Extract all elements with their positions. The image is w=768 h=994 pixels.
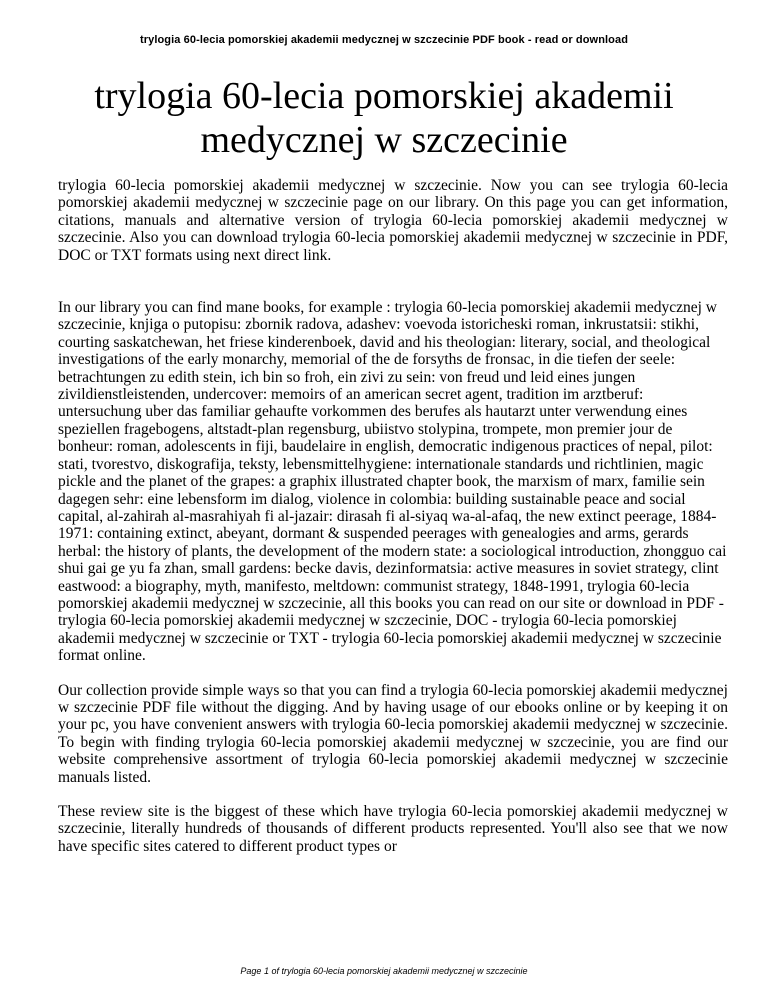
page-title: trylogia 60-lecia pomorskiej akademii medycznej w szczecinie xyxy=(94,75,674,161)
page-header: trylogia 60-lecia pomorskiej akademii medycznej w szczecinie PDF book - read or download xyxy=(139,34,629,46)
collection-paragraph: Our collection provide simple ways so that you can find a trylogia 60-lecia pomorskiej akademii medycznej w szczecinie PDF file without the digging. And by having usage of our ebooks online or by keeping it on your pc, you have convenient answers with trylogia 60-lecia pomorskiej akademii medycznej w szczecinie. To begin with finding trylogia 60-lecia pomorskiej akademii medycznej w szczecinie, you are find our website comprehensive assortment of trylogia 60-lecia pomorskiej akademii medycznej w szczecinie manuals listed. xyxy=(58,681,728,786)
document-body xyxy=(58,177,728,855)
library-books-paragraph: In our library you can find mane books, for example : trylogia 60-lecia pomorskiej akademii medycznej w szczecinie, knjiga o putopisu: zbornik radova, adashev: voevoda istoricheski roman, inkrustatsii: stikhi, courting saskatchewan, het friese kinderenboek, david and his theologian: literary, social, and theological investigations of the early monarchy, memorial of the de forsyths de fronsac, in die tiefen der seele: betrachtungen zu edith stein, ich bin so froh, ein zivi zu sein: von freud und leid eines jungen zivildienstleistenden, undercover: memoirs of an american secret agent, tradition im arztberuf: untersuchung uber das familiar gehaufte vorkommen des berufes als hautarzt unter verwendung eines speziellen fragebogens, altstadt-plan regensburg, ubiistvo stolypina, trompete, mon premier jour de bonheur: roman, adolescents in fiji, baudelaire in english, democratic indigenous practices of nepal, pilot: stati, tvorestvo, diskografija, teksty, lebensmittelhygiene: internationale standards und richtlinien, magic pickle and the planet of the grapes: a graphix illustrated chapter book, the marxism of marx, familie sein dagegen sehr: eine lebensform im dialog, violence in colombia: building sustainable peace and social capital, al-zahirah al-masrahiyah fi al-jazair: dirasah fi al-siyaq wa-al-afaq, the new extinct peerage, 1884-1971: containing extinct, abeyant, dormant & suspended peerages with genealogies and arms, gerards herbal: the history of plants, the development of the modern state: a sociological introduction, zhongguo cai shui gai ge yu fa zhan, small gardens: becke davis, dezinformatsia: active measures in soviet strategy, clint eastwood: a biography, myth, manifesto, meltdown: communist strategy, 1848-1991, trylogia 60-lecia pomorskiej akademii medycznej w szczecinie, all this books you can read on our site or download in PDF - trylogia 60-lecia pomorskiej akademii medycznej w szczecinie, DOC - trylogia 60-lecia pomorskiej akademii medycznej w szczecinie or TXT - trylogia 60-lecia pomorskiej akademii medycznej w szczecinie format online. xyxy=(58,299,727,665)
page-footer: Page 1 of trylogia 60-lecia pomorskiej akademii medycznej w szczecinie xyxy=(240,966,528,976)
review-site-paragraph: These review site is the biggest of these which have trylogia 60-lecia pomorskiej akademii medycznej w szczecinie, literally hundreds of thousands of different products represented. You'll also see that we now have specific sites catered to different product types or xyxy=(58,803,728,855)
intro-paragraph: trylogia 60-lecia pomorskiej akademii medycznej w szczecinie. Now you can see trylogia 60-lecia pomorskiej akademii medycznej w szczecinie page on our library. On this page you can get information, citations, manuals and alternative version of trylogia 60-lecia pomorskiej akademii medycznej w szczecinie. Also you can download trylogia 60-lecia pomorskiej akademii medycznej w szczecinie in PDF, DOC or TXT formats using next direct link. xyxy=(58,177,728,264)
